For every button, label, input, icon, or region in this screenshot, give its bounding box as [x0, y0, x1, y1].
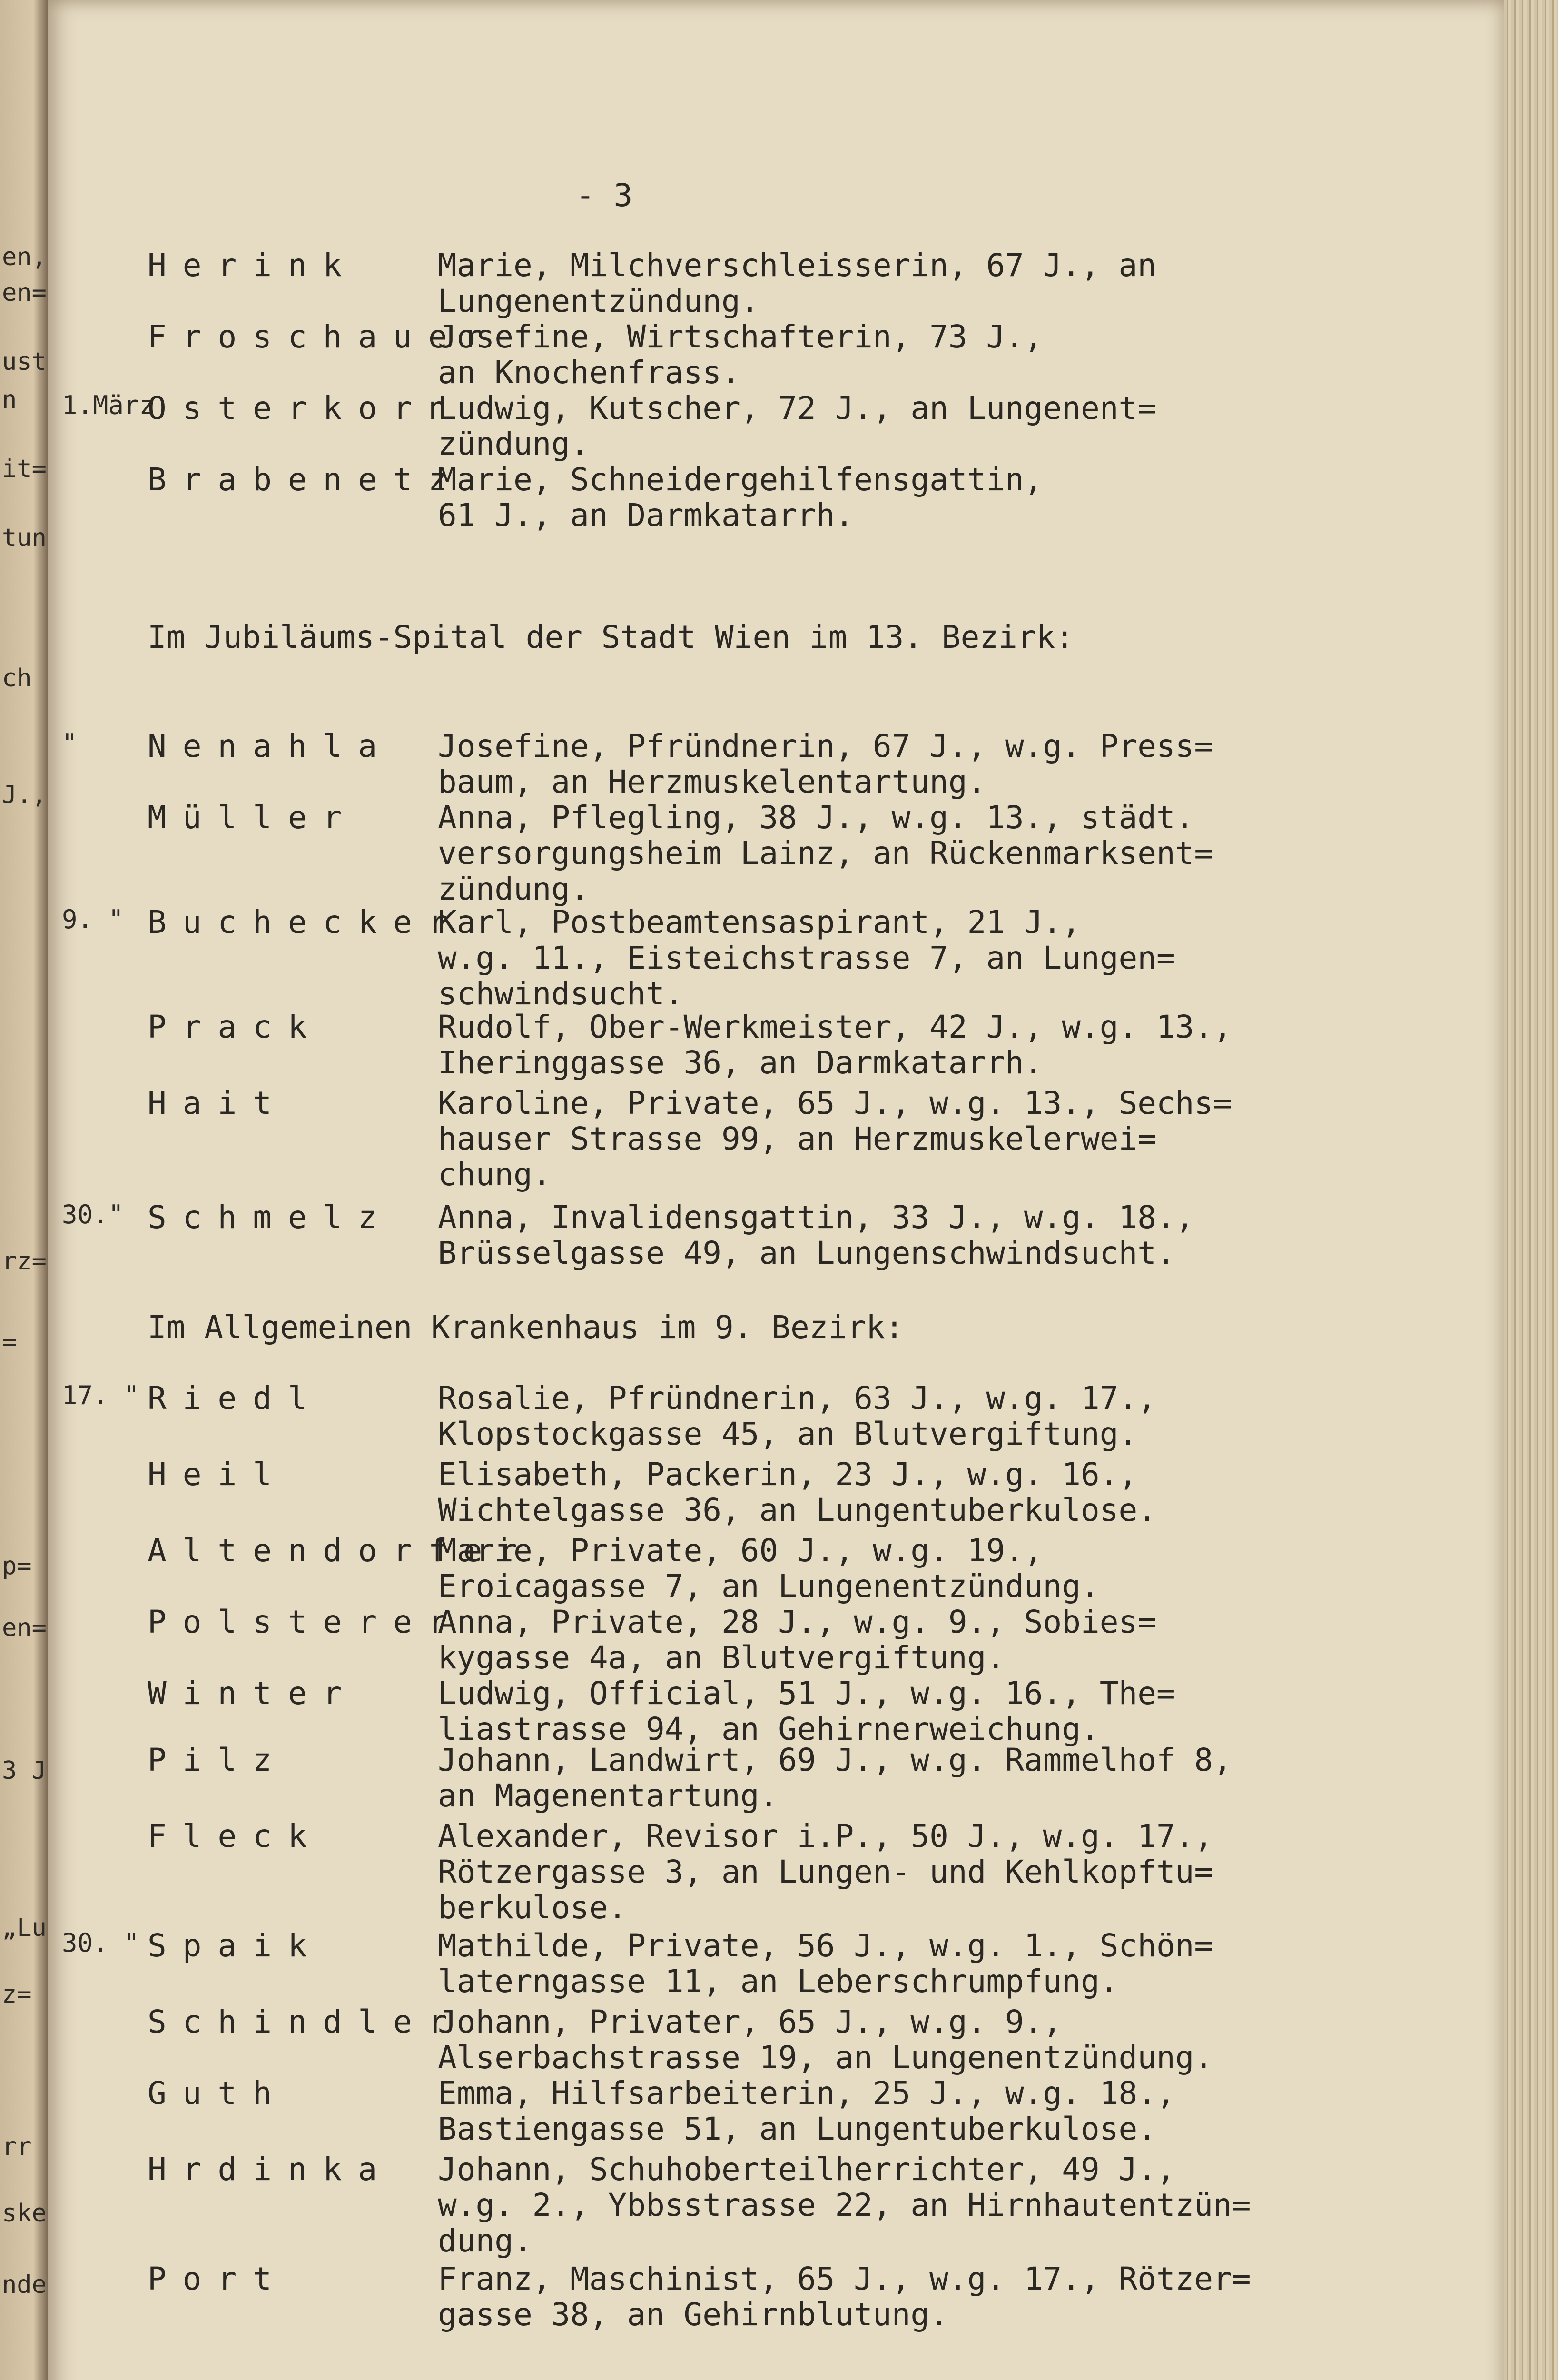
- margin-date: 30.": [62, 1200, 124, 1230]
- entry-details: [438, 1085, 1380, 1192]
- entry-line: Brüsselgasse 49, an Lungenschwindsucht.: [438, 1235, 1175, 1271]
- entry-details: [438, 2261, 1380, 2332]
- previous-page-fragment: p=: [2, 1552, 32, 1580]
- entry-line: Elisabeth, Packerin, 23 J., w.g. 16.,: [438, 1456, 1138, 1493]
- entry-line: Rosalie, Pfründnerin, 63 J., w.g. 17.,: [438, 1380, 1156, 1417]
- entry-line: Johann, Schuhoberteilherrichter, 49 J.,: [438, 2151, 1175, 2188]
- surname: Pilz: [148, 1742, 288, 1778]
- entry-line: Karoline, Private, 65 J., w.g. 13., Sechs=: [438, 1085, 1232, 1121]
- entry-line: dung.: [438, 2222, 532, 2259]
- entry-line: Wichtelgasse 36, an Lungentuberkulose.: [438, 1492, 1156, 1528]
- register-entry: [48, 1676, 1504, 1747]
- margin-date: 30. ": [62, 1928, 139, 1958]
- register-entry: [48, 2151, 1504, 2259]
- entry-line: Marie, Private, 60 J., w.g. 19.,: [438, 1532, 1043, 1569]
- entry-line: Rudolf, Ober-Werkmeister, 42 J., w.g. 13.,: [438, 1009, 1232, 1045]
- register-entry: [48, 2261, 1504, 2332]
- surname: Buchecker: [148, 904, 463, 941]
- register-entry: [48, 1533, 1504, 1604]
- previous-page-fragment: ske: [2, 2199, 47, 2228]
- previous-page-fragment: 3 J: [2, 1756, 47, 1785]
- previous-page-edge: [0, 0, 48, 2380]
- surname: Müller: [148, 799, 358, 836]
- register-entry: [48, 904, 1504, 1012]
- surname: Hait: [148, 1085, 288, 1121]
- surname: Froschauer: [148, 318, 499, 355]
- previous-page-fragment: rr: [2, 2132, 32, 2161]
- entry-details: [438, 248, 1380, 319]
- register-entry: [48, 1928, 1504, 1999]
- entry-line: versorgungsheim Lainz, an Rückenmarksent=: [438, 835, 1213, 872]
- previous-page-fragment: J.,: [2, 781, 47, 809]
- entry-line: zündung.: [438, 871, 589, 907]
- entry-line: Iheringgasse 36, an Darmkatarrh.: [438, 1044, 1043, 1081]
- previous-page-fragment: nde: [2, 2271, 47, 2299]
- entry-line: Josefine, Wirtschafterin, 73 J.,: [438, 318, 1043, 355]
- previous-page-fragment: ch: [2, 664, 32, 693]
- entry-line: schwindsucht.: [438, 975, 684, 1012]
- register-entry: [48, 1457, 1504, 1528]
- surname: Brabenetz: [148, 461, 463, 498]
- entry-line: 61 J., an Darmkatarrh.: [438, 497, 854, 534]
- register-entry: [48, 1200, 1504, 1271]
- entry-line: hauser Strasse 99, an Herzmuskelerwei=: [438, 1121, 1156, 1157]
- entry-details: [438, 319, 1380, 390]
- entry-line: Karl, Postbeamtensaspirant, 21 J.,: [438, 904, 1081, 941]
- register-entry: [48, 799, 1504, 907]
- entry-line: an Knochenfrass.: [438, 354, 740, 391]
- entry-details: [438, 1928, 1380, 1999]
- entry-line: Mathilde, Private, 56 J., w.g. 1., Schön=: [438, 1927, 1213, 1964]
- surname: Spaik: [148, 1927, 323, 1964]
- entry-line: w.g. 11., Eisteichstrasse 7, an Lungen=: [438, 940, 1175, 976]
- register-entry: [48, 728, 1504, 800]
- entry-line: Alexander, Revisor i.P., 50 J., w.g. 17.,: [438, 1818, 1213, 1854]
- entry-details: [438, 1742, 1380, 1814]
- entry-details: [438, 2004, 1380, 2075]
- surname: Hrdinka: [148, 2151, 394, 2188]
- entry-line: Klopstockgasse 45, an Blutvergiftung.: [438, 1416, 1138, 1452]
- entry-line: Anna, Private, 28 J., w.g. 9., Sobies=: [438, 1604, 1156, 1640]
- entry-line: Ludwig, Kutscher, 72 J., an Lungenent=: [438, 390, 1156, 426]
- register-entry: [48, 462, 1504, 533]
- register-entry: [48, 319, 1504, 390]
- entry-line: liastrasse 94, an Gehirnerweichung.: [438, 1711, 1100, 1747]
- entry-details: [438, 2075, 1380, 2147]
- entry-line: baum, an Herzmuskelentartung.: [438, 764, 986, 800]
- previous-page-fragment: ust: [2, 347, 47, 376]
- entry-line: Emma, Hilfsarbeiterin, 25 J., w.g. 18.,: [438, 2075, 1175, 2112]
- previous-page-fragment: tun: [2, 524, 47, 552]
- entry-line: gasse 38, an Gehirnblutung.: [438, 2296, 948, 2333]
- surname: Guth: [148, 2075, 288, 2112]
- entry-line: Anna, Pflegling, 38 J., w.g. 13., städt.: [438, 799, 1194, 836]
- entry-details: [438, 728, 1380, 800]
- register-entry: [48, 1604, 1504, 1676]
- entry-details: [438, 1380, 1380, 1452]
- entry-line: Marie, Schneidergehilfensgattin,: [438, 461, 1043, 498]
- entry-line: Bastiengasse 51, an Lungentuberkulose.: [438, 2111, 1156, 2147]
- entry-details: [438, 1457, 1380, 1528]
- entry-line: kygasse 4a, an Blutvergiftung.: [438, 1639, 1006, 1676]
- surname: Prack: [148, 1009, 323, 1045]
- surname: Schindler: [148, 2003, 463, 2040]
- entry-details: [438, 2152, 1380, 2259]
- entry-line: an Magenentartung.: [438, 1777, 779, 1814]
- entry-line: Eroicagasse 7, an Lungenentzündung.: [438, 1568, 1100, 1605]
- surname: Altendorfer: [148, 1532, 534, 1569]
- surname: Herink: [148, 247, 358, 284]
- register-entry: [48, 1009, 1504, 1081]
- entry-details: [438, 390, 1380, 462]
- previous-page-fragment: n: [2, 386, 17, 414]
- previous-page-fragment: rz=: [2, 1247, 47, 1276]
- entry-line: Ludwig, Official, 51 J., w.g. 16., The=: [438, 1675, 1175, 1712]
- entry-details: [438, 462, 1380, 533]
- previous-page-fragment: en=: [2, 1614, 47, 1642]
- register-entry: [48, 1380, 1504, 1452]
- surname: Riedl: [148, 1380, 323, 1417]
- section-heading: Im Allgemeinen Krankenhaus im 9. Bezirk:: [148, 1309, 904, 1346]
- entry-details: [438, 1009, 1380, 1081]
- entry-details: [438, 1676, 1380, 1747]
- entry-line: w.g. 2., Ybbsstrasse 22, an Hirnhautentzün=: [438, 2187, 1251, 2223]
- entry-details: [438, 1533, 1380, 1604]
- previous-page-fragment: „Lu: [2, 1914, 47, 1942]
- page-number: - 3: [576, 177, 633, 214]
- previous-page-fragment: z=: [2, 1980, 32, 2009]
- entry-details: [438, 800, 1380, 907]
- entry-line: zündung.: [438, 426, 589, 462]
- entry-details: [438, 1818, 1380, 1925]
- surname: Nenahla: [148, 728, 394, 764]
- surname: Schmelz: [148, 1199, 394, 1236]
- entry-line: Rötzergasse 3, an Lungen- und Kehlkopftu=: [438, 1854, 1213, 1890]
- register-entry: [48, 2004, 1504, 2075]
- register-entry: [48, 1085, 1504, 1193]
- entry-line: Anna, Invalidensgattin, 33 J., w.g. 18.,: [438, 1199, 1194, 1236]
- register-entry: [48, 1818, 1504, 1926]
- register-entry: [48, 1742, 1504, 1814]
- margin-date: 1.März,: [62, 390, 170, 420]
- section-heading: Im Jubiläums-Spital der Stadt Wien im 13. Bezirk:: [148, 619, 1075, 655]
- entry-line: laterngasse 11, an Leberschrumpfung.: [438, 1963, 1119, 2000]
- entry-line: berkulose.: [438, 1889, 627, 1926]
- surname: Port: [148, 2261, 288, 2297]
- previous-page-fragment: en=: [2, 278, 47, 307]
- entry-line: Josefine, Pfründnerin, 67 J., w.g. Press=: [438, 728, 1213, 764]
- previous-page-fragment: =: [2, 1328, 17, 1357]
- register-entry: [48, 248, 1504, 319]
- surname: Heil: [148, 1456, 288, 1493]
- surname: Polsterer: [148, 1604, 463, 1640]
- margin-date: 17. ": [62, 1380, 139, 1410]
- entry-line: Alserbachstrasse 19, an Lungenentzündung.: [438, 2039, 1213, 2076]
- entry-line: Johann, Landwirt, 69 J., w.g. Rammelhof 8,: [438, 1742, 1232, 1778]
- margin-date: 9. ": [62, 904, 124, 934]
- surname: Fleck: [148, 1818, 323, 1854]
- register-entry: [48, 2075, 1504, 2147]
- entry-line: Lungenentzündung.: [438, 283, 759, 319]
- entry-line: chung.: [438, 1156, 552, 1193]
- page-edges: [1504, 0, 1558, 2380]
- margin-date: ": [62, 728, 78, 758]
- entry-details: [438, 904, 1380, 1012]
- entry-details: [438, 1604, 1380, 1676]
- entry-line: Johann, Privater, 65 J., w.g. 9.,: [438, 2003, 1062, 2040]
- entry-line: Marie, Milchverschleisserin, 67 J., an: [438, 247, 1156, 284]
- previous-page-fragment: it=: [2, 455, 47, 483]
- previous-page-fragment: en,: [2, 243, 47, 271]
- register-entry: [48, 390, 1504, 462]
- entry-line: Franz, Maschinist, 65 J., w.g. 17., Rötzer=: [438, 2261, 1251, 2297]
- surname: Osterkorn: [148, 390, 463, 426]
- document-page: [48, 0, 1504, 2380]
- surname: Winter: [148, 1675, 358, 1712]
- entry-details: [438, 1200, 1380, 1271]
